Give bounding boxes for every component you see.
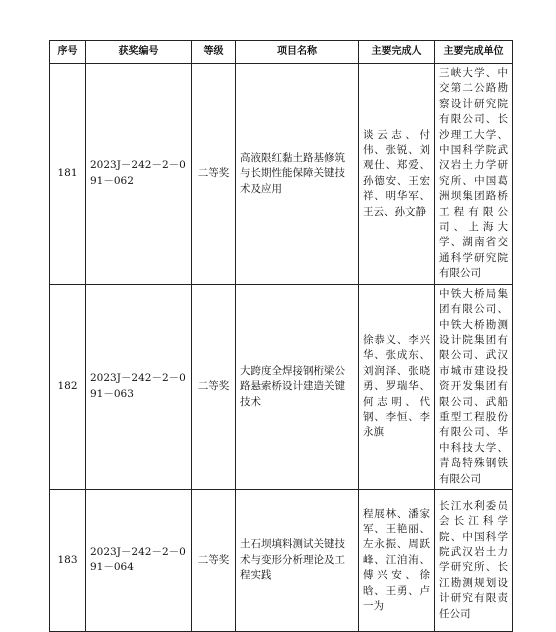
header-no: 序号 xyxy=(50,41,86,64)
header-project-name: 项目名称 xyxy=(236,41,359,64)
row-number: 181 xyxy=(50,64,86,285)
table-row xyxy=(50,489,513,631)
table-header xyxy=(50,41,513,64)
award-level: 二等奖 xyxy=(192,64,236,285)
header-level: 等级 xyxy=(192,41,236,64)
header-main-units: 主要完成单位 xyxy=(435,41,513,64)
main-people: 谈云志、付伟、张锐、刘观仕、郑爱、孙德安、王宏祥、明华军、王云、孙文静 xyxy=(359,64,435,285)
project-name: 土石坝填料测试关键技术与变形分析理论及工程实践 xyxy=(236,489,359,631)
award-code: 2023J－242－2－091－064 xyxy=(86,489,192,631)
row-number: 183 xyxy=(50,489,86,631)
project-name: 高液限红黏土路基修筑与长期性能保障关键技术及应用 xyxy=(236,64,359,285)
main-units: 长江水利委员会长江科学院、中国科学院武汉岩土力学研究所、长江勘测规划设计研究有限责任公司 xyxy=(435,489,513,631)
table-row xyxy=(50,64,513,285)
awards-table xyxy=(49,40,513,632)
award-code: 2023J－242－2－091－062 xyxy=(86,64,192,285)
row-number: 182 xyxy=(50,284,86,489)
header-main-people: 主要完成人 xyxy=(359,41,435,64)
award-level: 二等奖 xyxy=(192,284,236,489)
table-row xyxy=(50,284,513,489)
header-row xyxy=(50,41,513,64)
main-units: 三峡大学、中交第二公路勘察设计研究院有限公司、长沙理工大学、中国科学院武汉岩土力学研究所、中国葛洲坝集团路桥工程有限公司、上海大学、湖南省交通科学研究院有限公司 xyxy=(435,64,513,285)
main-people: 程展林、潘家军、王艳丽、左永振、周跃峰、江洎洧、傅兴安、徐晗、王勇、卢一为 xyxy=(359,489,435,631)
project-name: 大跨度全焊接钢桁梁公路悬索桥设计建造关键技术 xyxy=(236,284,359,489)
award-level: 二等奖 xyxy=(192,489,236,631)
main-people: 徐恭义、李兴华、张成东、刘润泽、张晓勇、罗瑞华、何志明、代钢、李恒、李永旗 xyxy=(359,284,435,489)
award-code: 2023J－242－2－091－063 xyxy=(86,284,192,489)
main-units: 中铁大桥局集团有限公司、中铁大桥勘测设计院集团有限公司、武汉市城市建设投资开发集团有限公司、武船重型工程股份有限公司、华中科技大学、青岛特殊钢铁有限公司 xyxy=(435,284,513,489)
header-award-code: 获奖编号 xyxy=(86,41,192,64)
table-body xyxy=(50,64,513,632)
